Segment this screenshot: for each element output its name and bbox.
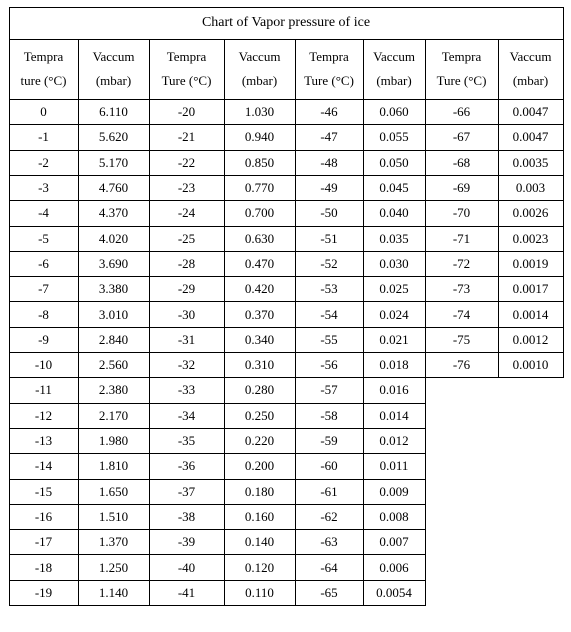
vacuum-cell: 0.180	[244, 483, 275, 499]
temperature-cell: -66	[452, 104, 471, 120]
temperature-cell: -4	[38, 205, 49, 221]
temperature-cell: -5	[38, 230, 49, 246]
header-line: Tempra	[166, 49, 207, 64]
vacuum-cell: 3.690	[98, 255, 129, 271]
vacuum-cell: 1.370	[98, 534, 129, 550]
temperature-cell: -38	[177, 508, 196, 524]
vacuum-cell: 3.010	[98, 306, 129, 322]
row-divider	[9, 175, 564, 176]
temperature-cell: -20	[177, 104, 196, 120]
vacuum-cell: 5.170	[98, 154, 129, 170]
header-line: Tempra	[309, 49, 349, 64]
temperature-cell: -65	[320, 584, 338, 600]
row-divider	[9, 124, 564, 125]
temperature-cell: -37	[177, 483, 196, 499]
temperature-cell: -8	[38, 306, 49, 322]
temperature-cell: -35	[177, 433, 196, 449]
vacuum-cell: 0.040	[379, 205, 409, 221]
row-divider	[9, 580, 426, 581]
vacuum-cell: 2.380	[98, 382, 129, 398]
row-divider	[9, 605, 426, 606]
temperature-cell: -53	[320, 281, 338, 297]
vacuum-cell: 0.024	[379, 306, 409, 322]
header-temperature	[9, 39, 78, 99]
temperature-cell: -57	[320, 382, 338, 398]
header-temperature	[425, 39, 498, 99]
row-divider	[9, 529, 426, 530]
vacuum-cell: 0.420	[244, 281, 275, 297]
temperature-cell: -25	[177, 230, 196, 246]
vacuum-cell: 0.007	[379, 534, 409, 550]
temperature-cell: -71	[452, 230, 471, 246]
temperature-cell: -62	[320, 508, 338, 524]
vacuum-cell: 0.0026	[512, 205, 549, 221]
temperature-cell: -61	[320, 483, 338, 499]
temperature-cell: -52	[320, 255, 338, 271]
temperature-cell: -75	[452, 331, 471, 347]
vacuum-cell: 0.030	[379, 255, 409, 271]
temperature-cell: -46	[320, 104, 338, 120]
temperature-cell: -51	[320, 230, 338, 246]
vacuum-cell: 0.060	[379, 104, 409, 120]
header-temperature	[149, 39, 224, 99]
row-divider	[9, 504, 426, 505]
vacuum-cell: 0.0012	[512, 331, 549, 347]
row-divider	[9, 301, 564, 302]
row-divider	[9, 554, 426, 555]
row-divider	[9, 352, 564, 353]
vacuum-cell: 0.470	[244, 255, 275, 271]
temperature-cell: -9	[38, 331, 49, 347]
vacuum-cell: 1.140	[98, 584, 129, 600]
vacuum-cell: 0.0019	[512, 255, 549, 271]
vacuum-cell: 0.016	[379, 382, 409, 398]
header-line: (mbar)	[512, 73, 549, 88]
header-line: Tempra	[441, 49, 482, 64]
temperature-cell: -48	[320, 154, 338, 170]
vacuum-cell: 0.700	[244, 205, 275, 221]
temperature-cell: -41	[177, 584, 196, 600]
vacuum-cell: 1.250	[98, 559, 129, 575]
header-line: (mbar)	[95, 73, 132, 88]
header-vacuum	[224, 39, 295, 99]
vacuum-cell: 0.0017	[512, 281, 549, 297]
temperature-cell: -39	[177, 534, 196, 550]
vacuum-cell: 0.006	[379, 559, 409, 575]
vacuum-cell: 0.055	[379, 129, 409, 145]
vacuum-cell: 0.003	[515, 180, 546, 196]
vacuum-cell: 0.940	[244, 129, 275, 145]
row-divider	[9, 150, 564, 151]
vacuum-cell: 0.018	[379, 357, 409, 373]
vacuum-cell: 0.025	[379, 281, 409, 297]
temperature-cell: -10	[34, 357, 53, 373]
temperature-cell: -55	[320, 331, 338, 347]
vacuum-cell: 0.009	[379, 483, 409, 499]
temperature-cell: -15	[34, 483, 53, 499]
vacuum-cell: 2.170	[98, 407, 129, 423]
row-divider	[9, 200, 564, 201]
temperature-cell: -34	[177, 407, 196, 423]
temperature-cell: -3	[38, 180, 49, 196]
temperature-cell: -23	[177, 180, 196, 196]
header-vacuum	[363, 39, 425, 99]
row-divider	[9, 377, 564, 378]
header-line: Ture (°C)	[304, 73, 354, 88]
temperature-cell: -36	[177, 458, 196, 474]
vacuum-cell: 0.035	[379, 230, 409, 246]
vacuum-cell: 0.012	[379, 433, 409, 449]
vacuum-cell: 4.760	[98, 180, 129, 196]
temperature-cell: -29	[177, 281, 196, 297]
vacuum-cell: 0.630	[244, 230, 275, 246]
temperature-cell: -76	[452, 357, 471, 373]
vacuum-cell: 0.110	[245, 584, 274, 600]
vacuum-cell: 0.850	[244, 154, 275, 170]
temperature-cell: -6	[38, 255, 49, 271]
temperature-cell: -68	[452, 154, 471, 170]
header-vacuum	[78, 39, 149, 99]
header-line: Vaccum	[92, 49, 135, 64]
vacuum-cell: 0.050	[379, 154, 409, 170]
table-left-border	[9, 7, 10, 39]
row-divider	[9, 453, 426, 454]
temperature-cell: -73	[452, 281, 471, 297]
header-line: ture (°C)	[20, 73, 67, 88]
temperature-cell: -40	[177, 559, 196, 575]
vacuum-cell: 0.770	[244, 180, 275, 196]
vacuum-cell: 0.370	[244, 306, 275, 322]
vacuum-cell: 0.220	[244, 433, 275, 449]
vacuum-cell: 4.020	[98, 230, 129, 246]
vacuum-cell: 0.200	[244, 458, 275, 474]
temperature-cell: -22	[177, 154, 196, 170]
vacuum-cell: 1.980	[98, 433, 129, 449]
temperature-cell: -31	[177, 331, 196, 347]
temperature-cell: -60	[320, 458, 338, 474]
table-top-border	[9, 7, 564, 8]
vacuum-cell: 4.370	[98, 205, 129, 221]
table-right-border	[563, 7, 564, 39]
table-title: Chart of Vapor pressure of ice	[201, 15, 371, 30]
temperature-cell: -1	[38, 129, 49, 145]
temperature-cell: -17	[34, 534, 53, 550]
temperature-cell: -24	[177, 205, 196, 221]
temperature-cell: -14	[34, 458, 53, 474]
temperature-cell: -64	[320, 559, 338, 575]
temperature-cell: -63	[320, 534, 338, 550]
vacuum-cell: 0.0047	[512, 104, 549, 120]
header-line: Vaccum	[373, 49, 415, 64]
temperature-cell: -54	[320, 306, 338, 322]
vacuum-cell: 0.280	[244, 382, 275, 398]
vacuum-cell: 1.510	[98, 508, 129, 524]
header-line: (mbar)	[376, 73, 412, 88]
temperature-cell: -33	[177, 382, 196, 398]
temperature-cell: -13	[34, 433, 53, 449]
vacuum-cell: 0.0023	[512, 230, 549, 246]
vacuum-cell: 0.0047	[512, 129, 549, 145]
vacuum-cell: 2.840	[98, 331, 129, 347]
row-divider	[9, 327, 564, 328]
vacuum-cell: 0.250	[244, 407, 275, 423]
header-line: Tempra	[23, 49, 64, 64]
header-line: Vaccum	[238, 49, 281, 64]
vacuum-cell: 6.110	[99, 104, 128, 120]
vacuum-cell: 0.021	[379, 331, 409, 347]
temperature-cell: -11	[35, 382, 52, 398]
row-divider	[9, 276, 564, 277]
vacuum-cell: 0.120	[244, 559, 275, 575]
vacuum-cell: 0.0054	[376, 584, 412, 600]
vacuum-cell: 0.310	[244, 357, 275, 373]
vacuum-cell: 0.340	[244, 331, 275, 347]
temperature-cell: -16	[34, 508, 53, 524]
temperature-cell: -67	[452, 129, 471, 145]
row-divider	[9, 479, 426, 480]
header-line: Ture (°C)	[161, 73, 212, 88]
temperature-cell: -18	[34, 559, 53, 575]
temperature-cell: -50	[320, 205, 338, 221]
header-divider	[9, 99, 564, 100]
temperature-cell: -58	[320, 407, 338, 423]
header-vacuum	[498, 39, 563, 99]
temperature-cell: -30	[177, 306, 196, 322]
temperature-cell: -49	[320, 180, 338, 196]
row-divider	[9, 226, 564, 227]
temperature-cell: -12	[34, 407, 53, 423]
temperature-cell: -21	[177, 129, 196, 145]
header-line: (mbar)	[241, 73, 278, 88]
temperature-cell: -69	[452, 180, 471, 196]
temperature-cell: -19	[34, 584, 53, 600]
header-temperature	[295, 39, 363, 99]
vacuum-cell: 3.380	[98, 281, 129, 297]
temperature-cell: -7	[38, 281, 49, 297]
vacuum-cell: 0.011	[379, 458, 409, 474]
temperature-cell: -72	[452, 255, 471, 271]
vacuum-cell: 0.140	[244, 534, 275, 550]
vacuum-cell: 0.014	[379, 407, 409, 423]
temperature-cell: -47	[320, 129, 338, 145]
vacuum-cell: 0.045	[379, 180, 409, 196]
vacuum-cell: 0.0010	[512, 357, 549, 373]
temperature-cell: -32	[177, 357, 196, 373]
temperature-cell: -28	[177, 255, 196, 271]
header-line: Ture (°C)	[436, 73, 487, 88]
vacuum-cell: 1.810	[98, 458, 129, 474]
header-line: Vaccum	[509, 49, 552, 64]
vacuum-cell: 1.650	[98, 483, 129, 499]
temperature-cell: -2	[38, 154, 49, 170]
vacuum-cell: 1.030	[244, 104, 275, 120]
vacuum-cell: 5.620	[98, 129, 129, 145]
temperature-cell: -59	[320, 433, 338, 449]
row-divider	[9, 403, 426, 404]
vacuum-cell: 0.0035	[512, 154, 549, 170]
temperature-cell: -56	[320, 357, 338, 373]
vacuum-cell: 0.008	[379, 508, 409, 524]
title-divider	[9, 39, 564, 40]
vacuum-cell: 2.560	[98, 357, 129, 373]
vacuum-cell: 0.160	[244, 508, 275, 524]
temperature-cell: 0	[40, 104, 47, 120]
row-divider	[9, 251, 564, 252]
temperature-cell: -74	[452, 306, 471, 322]
vacuum-cell: 0.0014	[512, 306, 549, 322]
temperature-cell: -70	[452, 205, 471, 221]
row-divider	[9, 428, 426, 429]
